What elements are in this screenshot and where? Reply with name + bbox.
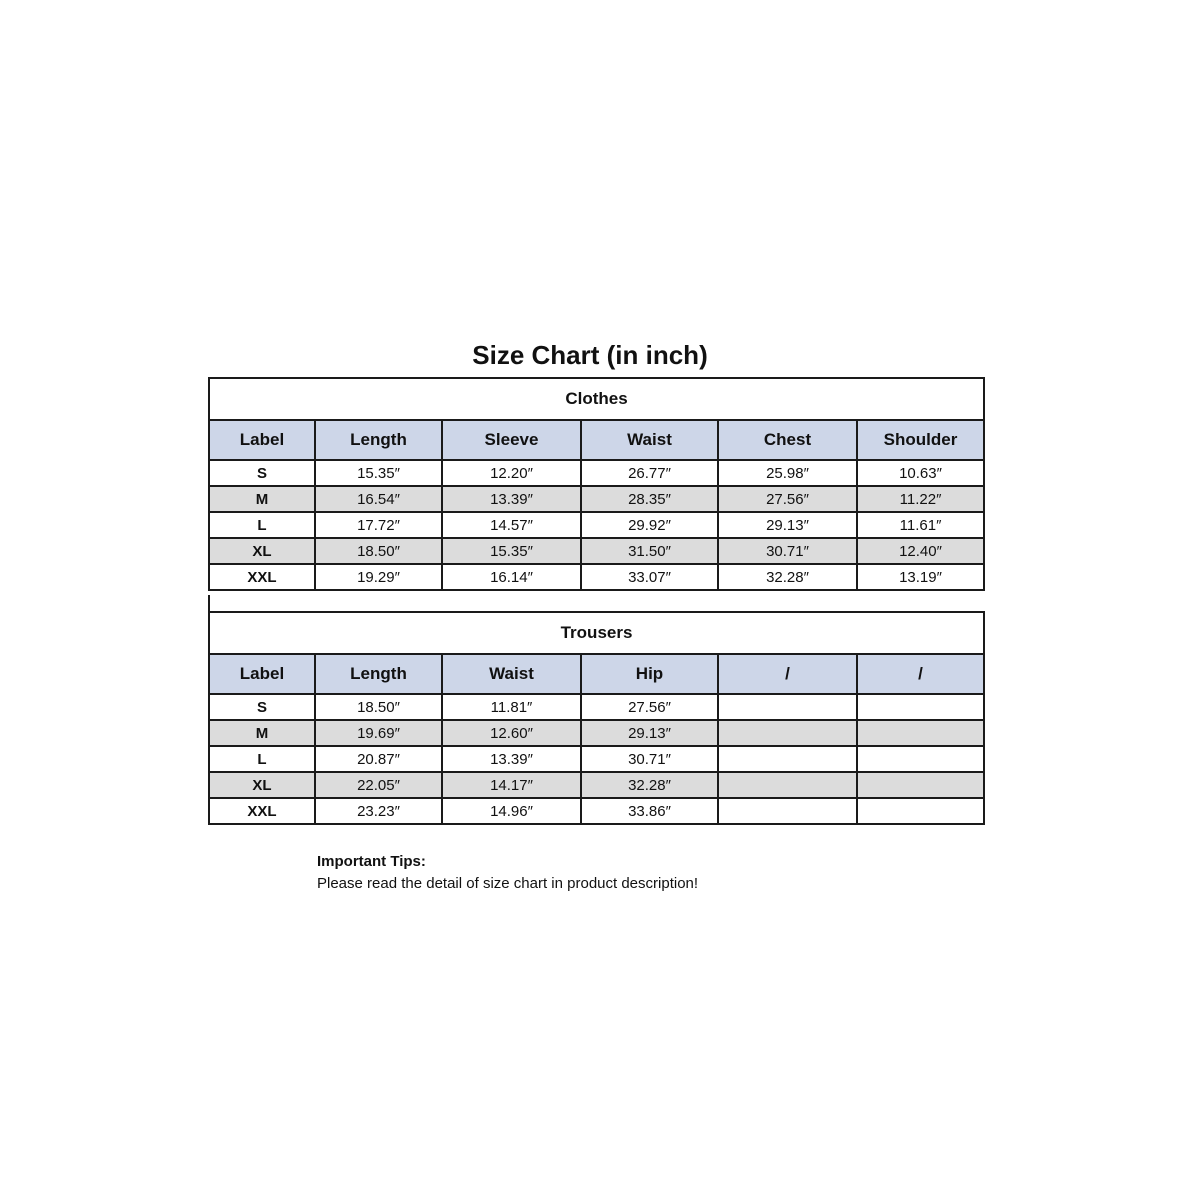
- table-cell: 15.35″: [442, 538, 581, 564]
- table-cell: [857, 694, 984, 720]
- table-cell: 18.50″: [315, 538, 442, 564]
- table-cell: 32.28″: [718, 564, 857, 590]
- table-cell: [718, 772, 857, 798]
- size-label-cell: XL: [209, 772, 315, 798]
- table-row: [209, 746, 984, 772]
- clothes-section-title: Clothes: [209, 378, 984, 420]
- trousers-size-table: [208, 611, 985, 825]
- table-cell: 27.56″: [581, 694, 718, 720]
- table-cell: [857, 772, 984, 798]
- tips-heading: Important Tips:: [317, 853, 426, 870]
- table-cell: 12.20″: [442, 460, 581, 486]
- table-cell: 11.81″: [442, 694, 581, 720]
- table-cell: [718, 694, 857, 720]
- table-cell: [857, 720, 984, 746]
- table-cell: 26.77″: [581, 460, 718, 486]
- table-row: [209, 772, 984, 798]
- table-row: [209, 486, 984, 512]
- column-header: Label: [209, 654, 315, 694]
- table-divider: [208, 595, 210, 612]
- column-header: Length: [315, 420, 442, 460]
- table-cell: 19.69″: [315, 720, 442, 746]
- column-header: Hip: [581, 654, 718, 694]
- table-cell: 29.92″: [581, 512, 718, 538]
- table-cell: 12.40″: [857, 538, 984, 564]
- table-cell: 20.87″: [315, 746, 442, 772]
- table-cell: 22.05″: [315, 772, 442, 798]
- table-cell: 31.50″: [581, 538, 718, 564]
- table-cell: 29.13″: [718, 512, 857, 538]
- size-label-cell: XXL: [209, 798, 315, 824]
- important-tips: [317, 851, 698, 895]
- column-header: Length: [315, 654, 442, 694]
- table-cell: 11.61″: [857, 512, 984, 538]
- column-header: Label: [209, 420, 315, 460]
- page-title: Size Chart (in inch): [472, 340, 708, 370]
- table-cell: 29.13″: [581, 720, 718, 746]
- column-header: Shoulder: [857, 420, 984, 460]
- table-cell: 11.22″: [857, 486, 984, 512]
- table-row: [209, 720, 984, 746]
- table-row: [209, 798, 984, 824]
- table-cell: [718, 746, 857, 772]
- column-header: Waist: [581, 420, 718, 460]
- size-label-cell: M: [209, 720, 315, 746]
- table-cell: 30.71″: [718, 538, 857, 564]
- table-row: [209, 512, 984, 538]
- table-cell: 18.50″: [315, 694, 442, 720]
- table-cell: 14.96″: [442, 798, 581, 824]
- column-header: Sleeve: [442, 420, 581, 460]
- table-cell: 23.23″: [315, 798, 442, 824]
- table-cell: [857, 798, 984, 824]
- size-label-cell: XL: [209, 538, 315, 564]
- table-cell: 17.72″: [315, 512, 442, 538]
- table-cell: 16.14″: [442, 564, 581, 590]
- size-label-cell: S: [209, 694, 315, 720]
- tips-text: Please read the detail of size chart in product description!: [317, 875, 699, 892]
- column-header: /: [718, 654, 857, 694]
- column-header: Chest: [718, 420, 857, 460]
- size-label-cell: L: [209, 512, 315, 538]
- table-cell: 13.19″: [857, 564, 984, 590]
- table-cell: 15.35″: [315, 460, 442, 486]
- table-row: [209, 538, 984, 564]
- trousers-section-title: Trousers: [209, 612, 984, 654]
- table-cell: 14.57″: [442, 512, 581, 538]
- table-row: [209, 694, 984, 720]
- table-cell: 13.39″: [442, 486, 581, 512]
- table-cell: [857, 746, 984, 772]
- table-cell: 27.56″: [718, 486, 857, 512]
- table-cell: 13.39″: [442, 746, 581, 772]
- table-row: [209, 460, 984, 486]
- table-row: [209, 564, 984, 590]
- table-cell: 12.60″: [442, 720, 581, 746]
- table-cell: 10.63″: [857, 460, 984, 486]
- size-label-cell: M: [209, 486, 315, 512]
- table-cell: [718, 720, 857, 746]
- size-label-cell: S: [209, 460, 315, 486]
- table-cell: 33.07″: [581, 564, 718, 590]
- size-label-cell: XXL: [209, 564, 315, 590]
- table-cell: 16.54″: [315, 486, 442, 512]
- trousers-header-row: [209, 654, 984, 694]
- table-cell: 28.35″: [581, 486, 718, 512]
- table-cell: 19.29″: [315, 564, 442, 590]
- table-cell: 14.17″: [442, 772, 581, 798]
- size-label-cell: L: [209, 746, 315, 772]
- table-cell: [718, 798, 857, 824]
- clothes-header-row: [209, 420, 984, 460]
- clothes-size-table: [208, 377, 985, 591]
- table-cell: 30.71″: [581, 746, 718, 772]
- column-header: /: [857, 654, 984, 694]
- table-cell: 32.28″: [581, 772, 718, 798]
- table-cell: 33.86″: [581, 798, 718, 824]
- table-cell: 25.98″: [718, 460, 857, 486]
- column-header: Waist: [442, 654, 581, 694]
